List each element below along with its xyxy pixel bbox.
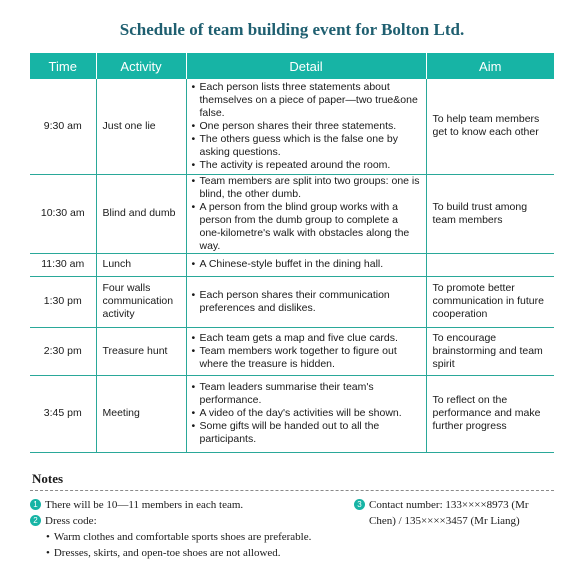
number-3-icon: 3 bbox=[354, 499, 365, 510]
note-subitem-text: Dresses, skirts, and open-toe shoes are not allowed. bbox=[53, 547, 281, 559]
detail-item: • Each team gets a map and five clue cards. bbox=[192, 332, 421, 345]
note-item-2 bbox=[30, 513, 350, 529]
aim-cell bbox=[426, 253, 554, 276]
time-cell: 11:30 am bbox=[30, 253, 96, 276]
header-detail: Detail bbox=[186, 53, 426, 79]
notes-right-column bbox=[354, 497, 554, 529]
time-cell: 10:30 am bbox=[30, 174, 96, 253]
activity-cell: Meeting bbox=[96, 375, 186, 452]
detail-item: • Each person shares their communication preferences and dislikes. bbox=[192, 289, 421, 315]
activity-cell: Treasure hunt bbox=[96, 327, 186, 375]
note-text: There will be 10—11 members in each team. bbox=[45, 499, 244, 511]
table-row bbox=[30, 253, 554, 276]
header-time: Time bbox=[30, 53, 96, 79]
time-cell: 2:30 pm bbox=[30, 327, 96, 375]
notes-left-column bbox=[30, 497, 350, 561]
note-subitem-text: Warm clothes and comfortable sports shoes are preferable. bbox=[53, 531, 312, 543]
note-text: Dress code: bbox=[45, 515, 97, 527]
note-subitem bbox=[30, 529, 350, 545]
number-2-icon: 2 bbox=[30, 515, 41, 526]
detail-item: • A video of the day's activities will be shown. bbox=[192, 407, 421, 420]
detail-item: • Some gifts will be handed out to all the participants. bbox=[192, 420, 421, 446]
header-activity: Activity bbox=[96, 53, 186, 79]
contact-line-2: Chen) / 135××××3457 (Mr Liang) bbox=[369, 515, 520, 527]
aim-cell: To encourage brainstorming and team spirit bbox=[426, 327, 554, 375]
activity-cell: Four walls communication activity bbox=[96, 276, 186, 327]
time-cell: 1:30 pm bbox=[30, 276, 96, 327]
detail-item: • The others guess which is the false one by asking questions. bbox=[192, 133, 421, 159]
detail-cell bbox=[186, 375, 426, 452]
notes-heading: Notes bbox=[32, 471, 64, 486]
time-cell: 3:45 pm bbox=[30, 375, 96, 452]
detail-cell bbox=[186, 79, 426, 174]
bullet-icon: • bbox=[46, 547, 50, 559]
note-item-3 bbox=[354, 497, 554, 513]
table-row bbox=[30, 174, 554, 253]
detail-item: • One person shares their three statements. bbox=[192, 120, 421, 133]
table-row bbox=[30, 276, 554, 327]
detail-item: • The activity is repeated around the room. bbox=[192, 159, 421, 172]
detail-item: • Team members work together to figure out where the treasure is hidden. bbox=[192, 345, 421, 371]
table-row bbox=[30, 79, 554, 174]
aim-cell: To build trust among team members bbox=[426, 174, 554, 253]
detail-item: • Team leaders summarise their team's performance. bbox=[192, 381, 421, 407]
activity-cell: Blind and dumb bbox=[96, 174, 186, 253]
header-aim: Aim bbox=[426, 53, 554, 79]
note-subitem bbox=[30, 545, 350, 561]
number-1-icon: 1 bbox=[30, 499, 41, 510]
contact-line-1: Contact number: 133××××8973 (Mr bbox=[369, 499, 529, 511]
table-row bbox=[30, 375, 554, 452]
detail-item: • A person from the blind group works with a person from the dumb group to complete a one-kilometre's walk with obstacles along the way. bbox=[192, 201, 421, 253]
aim-cell: To reflect on the performance and make further progress bbox=[426, 375, 554, 452]
detail-item: • Team members are split into two groups: one is blind, the other dumb. bbox=[192, 175, 421, 201]
aim-cell: To help team members get to know each other bbox=[426, 79, 554, 174]
table-header-row bbox=[30, 53, 554, 79]
detail-item: • Each person lists three statements about themselves on a piece of paper—two true&one false. bbox=[192, 81, 421, 120]
page-title: Schedule of team building event for Bolton Ltd. bbox=[119, 20, 465, 39]
activity-cell: Lunch bbox=[96, 253, 186, 276]
time-cell: 9:30 am bbox=[30, 79, 96, 174]
notes-divider bbox=[30, 490, 554, 491]
detail-item: • A Chinese-style buffet in the dining hall. bbox=[192, 258, 421, 271]
detail-cell bbox=[186, 253, 426, 276]
table-row bbox=[30, 327, 554, 375]
schedule-table bbox=[30, 53, 554, 453]
detail-cell bbox=[186, 174, 426, 253]
bullet-icon: • bbox=[46, 531, 50, 543]
detail-cell bbox=[186, 327, 426, 375]
note-item-1 bbox=[30, 497, 350, 513]
aim-cell: To promote better communication in future cooperation bbox=[426, 276, 554, 327]
activity-cell: Just one lie bbox=[96, 79, 186, 174]
detail-cell bbox=[186, 276, 426, 327]
